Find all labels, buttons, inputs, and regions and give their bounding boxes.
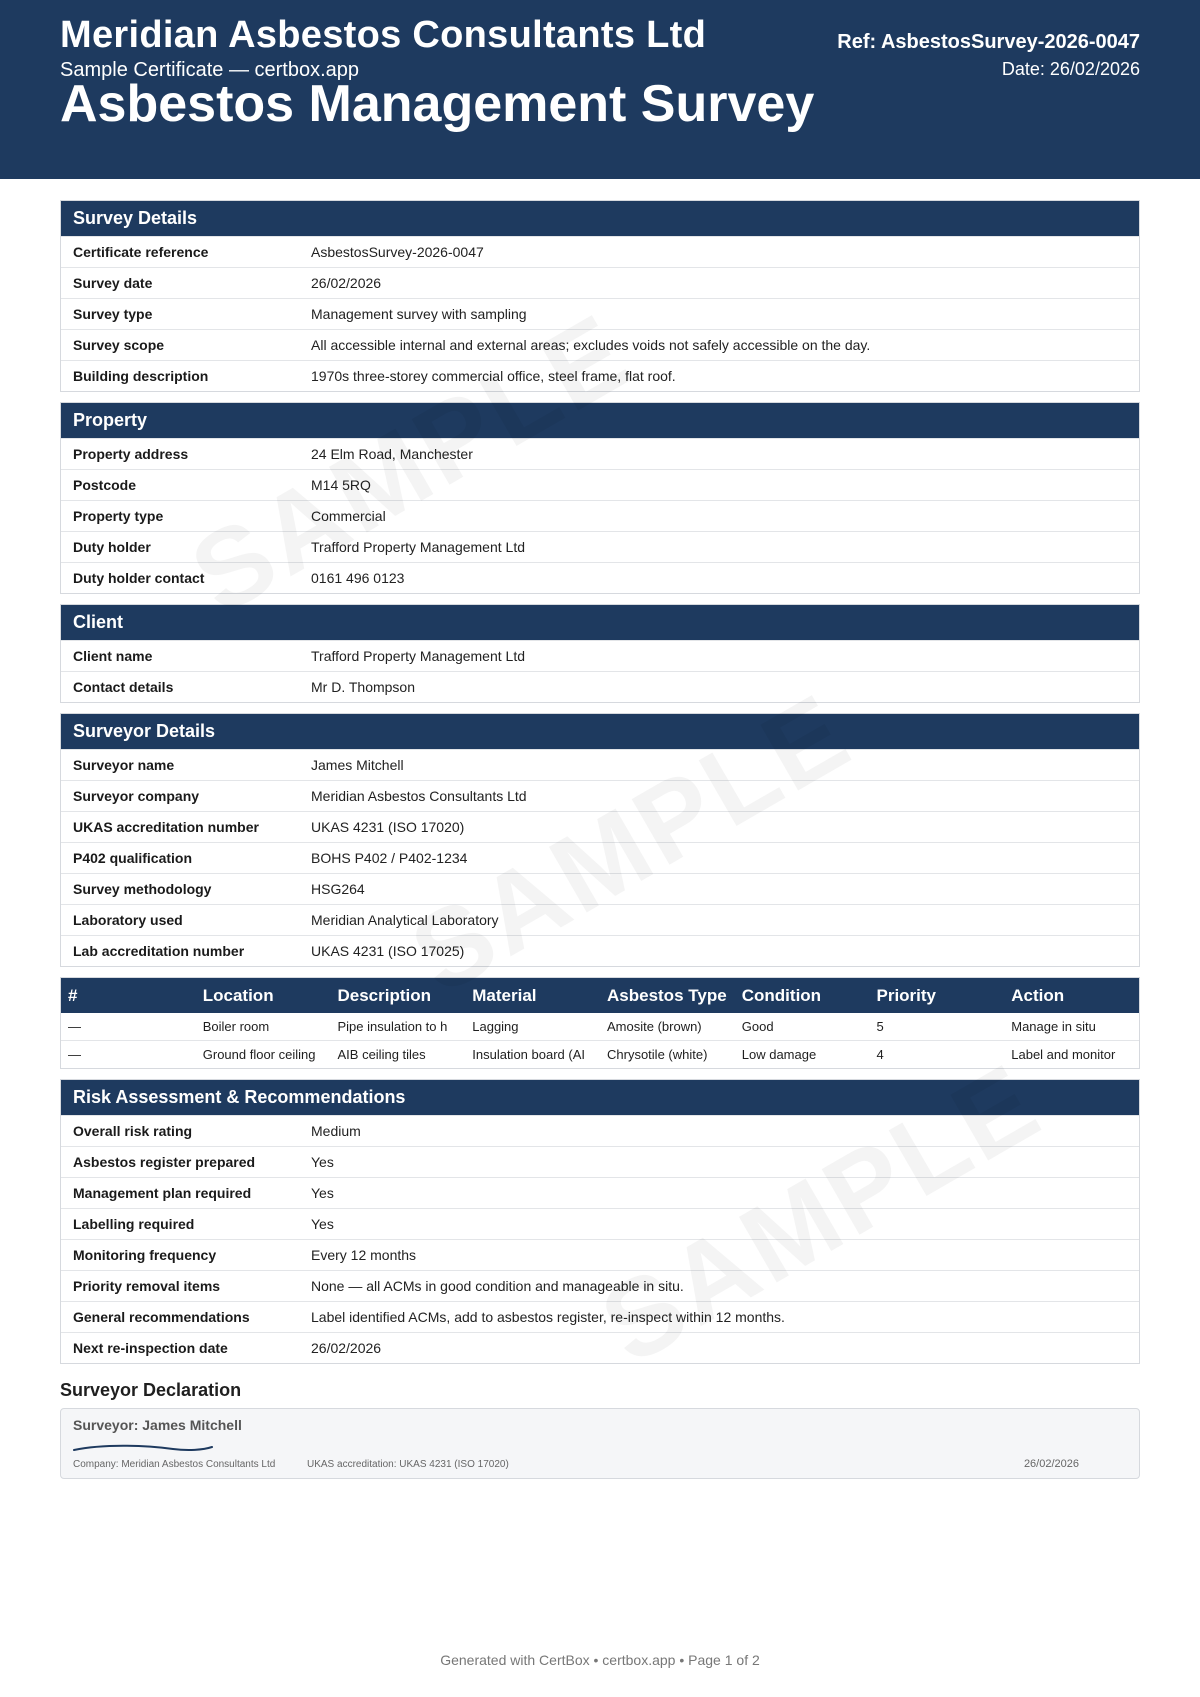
table-cell: — [68,1019,81,1034]
declaration-date: 26/02/2026 [1023,1458,1079,1470]
field-value: AsbestosSurvey-2026-0047 [311,244,484,260]
field-label: Survey date [73,275,153,291]
field-label: UKAS accreditation number [73,819,259,835]
field-value: UKAS 4231 (ISO 17020) [311,819,465,835]
field-value: Medium [311,1123,361,1139]
field-label: Postcode [73,477,137,493]
field-label: Laboratory used [73,912,183,928]
table-cell: Insulation board (AI [472,1047,585,1062]
field-label: Survey type [73,306,153,322]
section-client [60,604,1140,703]
field-row [61,1177,1139,1208]
field-label: Client name [73,648,153,664]
section-surveyor-details [60,713,1140,967]
field-label: Survey methodology [73,881,212,897]
field-row [61,360,1139,391]
table-cell: 4 [876,1047,884,1062]
section-title: Risk Assessment & Recommendations [61,1080,1139,1115]
field-value: Trafford Property Management Ltd [311,648,525,664]
field-value: James Mitchell [311,757,404,773]
field-value: Meridian Analytical Laboratory [311,912,499,928]
field-row [61,469,1139,500]
column-header: Description [337,986,432,1005]
field-row [61,438,1139,469]
field-value: 24 Elm Road, Manchester [311,446,473,462]
field-label: Management plan required [73,1185,252,1201]
document-body [60,200,1140,1479]
field-row [61,1115,1139,1146]
table-cell: Chrysotile (white) [607,1047,708,1062]
field-row [61,780,1139,811]
table-cell: Low damage [741,1047,817,1062]
section-survey-details [60,200,1140,392]
field-value: UKAS 4231 (ISO 17025) [311,943,465,959]
document-date: Date: 26/02/2026 [1001,59,1140,79]
field-label: Building description [73,368,209,384]
field-row [61,1239,1139,1270]
field-value: Meridian Asbestos Consultants Ltd [311,788,527,804]
document-title: Asbestos Management Survey [60,75,815,133]
field-row [61,749,1139,780]
column-header: Action [1011,986,1065,1005]
field-value: None — all ACMs in good condition and manageable in situ. [311,1278,684,1294]
field-value: Yes [311,1185,334,1201]
column-header: Condition [741,986,822,1005]
field-value: Yes [311,1216,334,1232]
section-title: Client [61,605,1139,640]
section-title: Property [61,403,1139,438]
signature-image [73,1442,213,1454]
field-label: Surveyor company [73,788,200,804]
field-value: Commercial [311,508,386,524]
field-value: Management survey with sampling [311,306,527,322]
table-cell: — [68,1047,81,1062]
declaration-box [60,1408,1140,1479]
table-header [61,978,1139,1013]
table-row [61,1013,1139,1040]
declaration-title: Surveyor Declaration [60,1380,242,1400]
field-label: Monitoring frequency [73,1247,217,1263]
field-row [61,1146,1139,1177]
field-value: M14 5RQ [311,477,371,493]
field-label: Asbestos register prepared [73,1154,256,1170]
section-property [60,402,1140,594]
field-value: Label identified ACMs, add to asbestos register, re-inspect within 12 months. [311,1309,785,1325]
field-row [61,904,1139,935]
table-cell: Amosite (brown) [607,1019,702,1034]
field-label: Next re-inspection date [73,1340,228,1356]
field-row [61,1332,1139,1363]
page-footer: Generated with CertBox • certbox.app • Page 1 of 2 [440,1652,760,1668]
field-row [61,531,1139,562]
field-row [61,935,1139,966]
table-body [61,1013,1139,1068]
field-row [61,236,1139,267]
field-row [61,267,1139,298]
field-row [61,500,1139,531]
declaration-company: Company: Meridian Asbestos Consultants Ltd [73,1459,276,1470]
table-cell: Pipe insulation to h [337,1019,448,1034]
certificate-subtitle: Sample Certificate — certbox.app [60,59,360,81]
field-label: Overall risk rating [73,1123,193,1139]
section-title: Surveyor Details [61,714,1139,749]
field-label: Lab accreditation number [73,943,245,959]
field-label: Duty holder [73,539,151,555]
field-label: Surveyor name [73,757,175,773]
page-header [0,0,1200,179]
table-cell: Ground floor ceiling [202,1047,316,1062]
section-title: Survey Details [61,201,1139,236]
field-label: Survey scope [73,337,165,353]
field-value: 26/02/2026 [311,1340,382,1356]
field-value: Mr D. Thompson [311,679,415,695]
column-header: Asbestos Type [607,986,727,1005]
field-row [61,671,1139,702]
field-row [61,873,1139,904]
field-row [61,842,1139,873]
samples-table [60,977,1140,1069]
field-label: Priority removal items [73,1278,221,1294]
table-cell: Label and monitor [1011,1047,1116,1062]
column-header: # [68,986,78,1005]
field-value: BOHS P402 / P402-1234 [311,850,468,866]
field-row [61,562,1139,593]
field-value: 1970s three-storey commercial office, steel frame, flat roof. [311,368,676,384]
table-cell: AIB ceiling tiles [337,1047,426,1062]
declaration-ukas: UKAS accreditation: UKAS 4231 (ISO 17020) [307,1459,509,1470]
field-label: General recommendations [73,1309,250,1325]
field-label: Labelling required [73,1216,195,1232]
column-header: Priority [876,986,937,1005]
table-cell: 5 [876,1019,884,1034]
table-cell: Lagging [472,1019,519,1034]
column-header: Material [472,986,537,1005]
field-row [61,1208,1139,1239]
field-row [61,1301,1139,1332]
field-label: P402 qualification [73,850,193,866]
table-row [61,1040,1139,1068]
table-cell: Boiler room [202,1019,270,1034]
field-row [61,640,1139,671]
field-row [61,329,1139,360]
company-name: Meridian Asbestos Consultants Ltd [60,14,707,56]
table-cell: Manage in situ [1011,1019,1096,1034]
reference-number: Ref: AsbestosSurvey-2026-0047 [837,31,1140,53]
table-cell: Good [741,1019,774,1034]
field-value: All accessible internal and external areas; excludes voids not safely accessible on the day. [311,337,871,353]
declaration-surveyor: Surveyor: James Mitchell [73,1417,242,1433]
field-label: Duty holder contact [73,570,205,586]
section-risk-assessment [60,1079,1140,1364]
field-label: Property type [73,508,164,524]
field-label: Contact details [73,679,174,695]
field-label: Certificate reference [73,244,209,260]
column-header: Location [202,986,274,1005]
field-value: 0161 496 0123 [311,570,405,586]
field-value: Trafford Property Management Ltd [311,539,525,555]
field-label: Property address [73,446,189,462]
field-value: Yes [311,1154,334,1170]
field-row [61,1270,1139,1301]
field-value: HSG264 [311,881,365,897]
field-row [61,298,1139,329]
field-value: 26/02/2026 [311,275,382,291]
field-row [61,811,1139,842]
field-value: Every 12 months [311,1247,417,1263]
